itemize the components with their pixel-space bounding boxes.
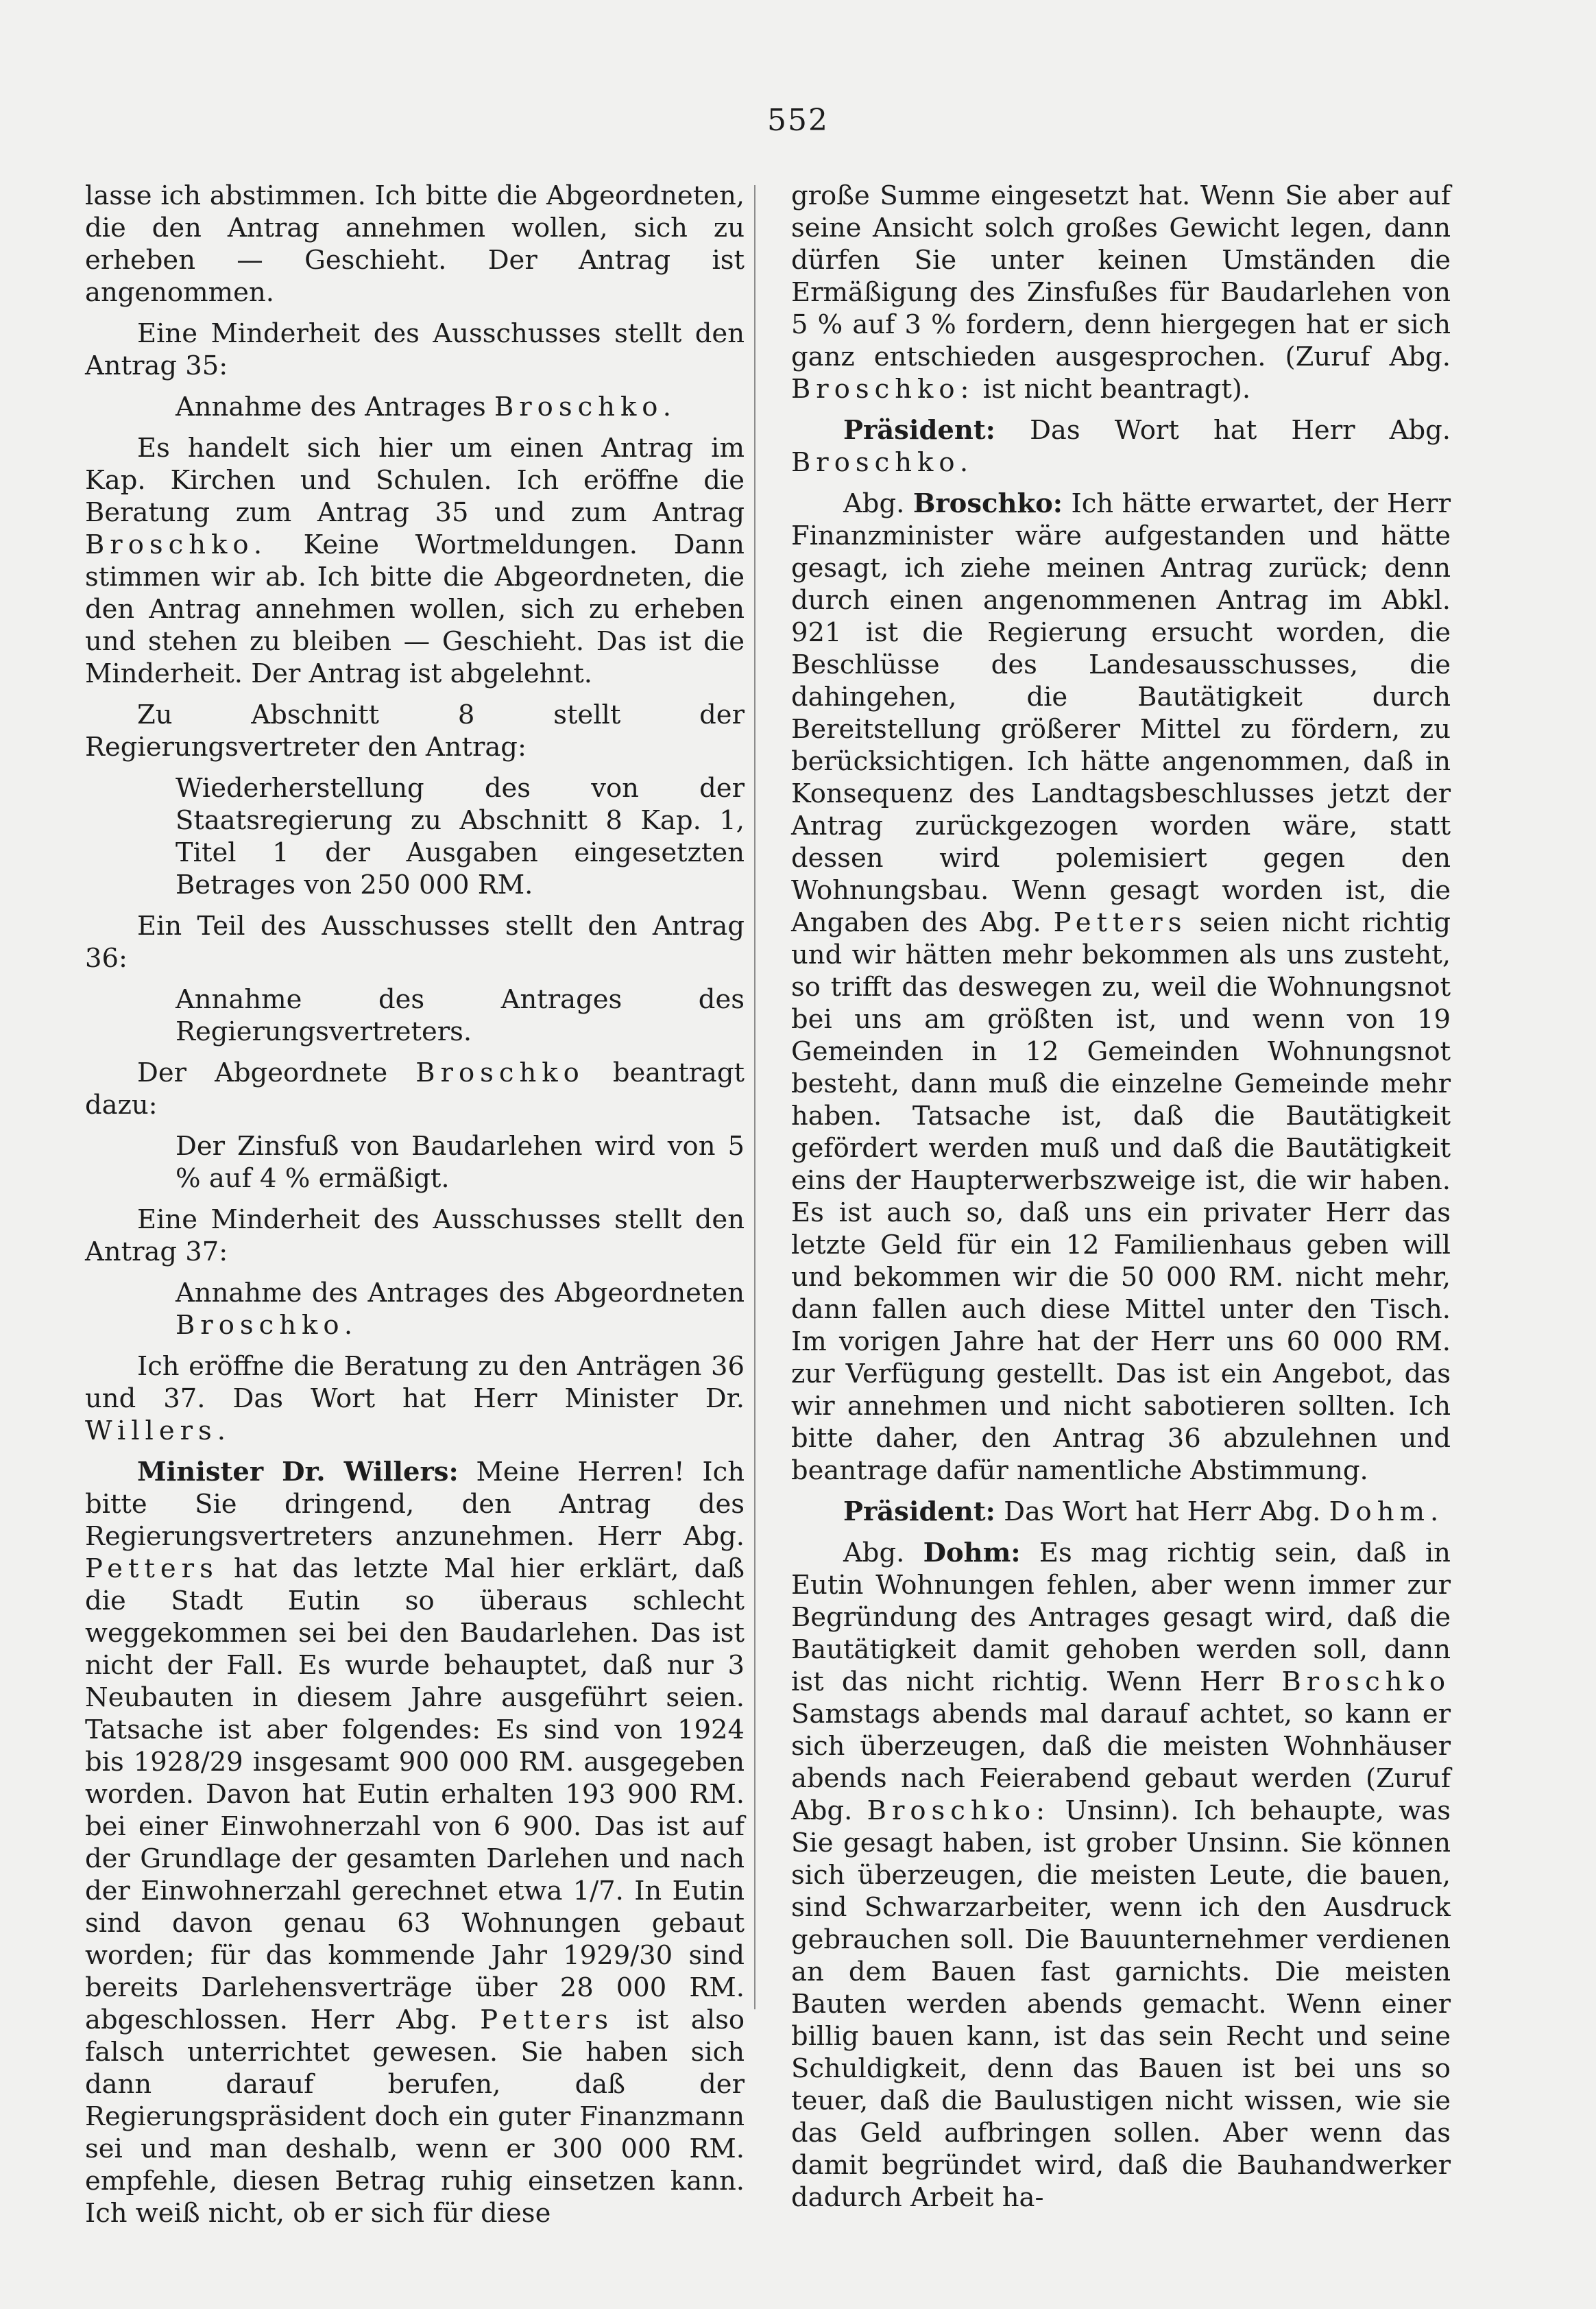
speaker-label: Präsident: — [843, 1496, 995, 1527]
paragraph — [791, 1496, 1451, 1528]
speaker-name: Broschko: — [791, 374, 975, 405]
speaker-name: Dohm. — [1329, 1496, 1444, 1527]
paragraph — [85, 1350, 745, 1447]
paragraph-text: Der Abgeordnete — [137, 1057, 388, 1088]
paragraph — [791, 180, 1451, 405]
speaker-name: Willers. — [85, 1415, 232, 1446]
speaker-name: Broschko — [1281, 1666, 1451, 1697]
speaker-name: Broschko. — [791, 447, 974, 478]
speaker-name: Broschko. — [494, 392, 677, 422]
paragraph-text: Samstags abends mal darauf achtet, so kann er sich überzeugen, daß die meisten Wohnhäuser abends nach Feierabend gebaut werden (Zuruf Abg. — [791, 1699, 1451, 1826]
paragraph-text: Meine Herren! Ich bitte Sie dringend, den Antrag des Regierungsvertreters anzunehmen. Herr Abg. — [85, 1457, 745, 1552]
paragraph-text: Keine Wortmeldungen. Dann stimmen wir ab. Ich bitte die Abgeordneten, die den Antrag annehmen wollen, sich zu erheben und stehen zu bleiben — Geschieht. Das ist die Minderheit. Der Antrag ist abgelehnt. — [85, 529, 745, 689]
quote-text: Annahme des Antrages des Abgeordneten — [176, 1278, 745, 1308]
paragraph-text: Es handelt sich hier um einen Antrag im Kap. Kirchen und Schulen. Ich eröffne die Beratung zum Antrag 35 und zum Antrag — [85, 433, 745, 528]
paragraph — [85, 699, 745, 763]
paragraph — [85, 1456, 745, 2229]
motion-quote — [85, 1130, 745, 1195]
paragraph-text: Ein Teil des Ausschusses stellt den Antrag 36: — [85, 911, 745, 974]
paragraph — [85, 432, 745, 690]
motion-quote — [85, 983, 745, 1048]
paragraph — [85, 1057, 745, 1121]
paragraph-text: Eine Minderheit des Ausschusses stellt den Antrag 35: — [85, 318, 745, 381]
paragraph — [85, 910, 745, 974]
paragraph-text: Es mag richtig sein, daß in Eutin Wohnungen fehlen, aber wenn immer zur Begründung des Antrages gesagt wird, daß die Bautätigkeit damit gehoben werden soll, dann ist das nicht richtig. Wenn Herr — [791, 1538, 1451, 1697]
quote-text: Wiederherstellung des von der Staatsregierung zu Abschnitt 8 Kap. 1, Titel 1 der Ausgaben eingesetzten Betrages von 250 000 RM. — [176, 773, 745, 900]
paragraph-text: Ich hätte erwartet, der Herr Finanzminister wäre aufgestanden und hätte gesagt, ich ziehe meinen Antrag zurück; denn durch einen angenommenen Antrag im Abkl. 921 ist die Regierung ersucht worden, die Beschlüsse des Landesausschusses, die dahingehen, die Bautätigkeit durch Bereitstellung größerer Mittel zu fördern, zu berücksichtigen. Ich hätte angenommen, daß in Konsequenz des Landtagsbeschlusses jetzt der Antrag zurückgezogen worden wäre, statt dessen wird polemisiert gegen den Wohnungsbau. Wenn gesagt worden ist, die Angaben des Abg. — [791, 488, 1451, 938]
speaker-name: Petters — [480, 2005, 614, 2035]
paragraph — [85, 318, 745, 382]
paragraph-text: große Summe eingesetzt hat. Wenn Sie aber auf seine Ansicht solch großes Gewicht legen, dann dürfen Sie unter keinen Umständen die Ermäßigung des Zinsfußes für Baudarlehen von 5 % auf 3 % fordern, denn hiergegen hat er sich ganz entschieden ausgesprochen. (Zuruf Abg. — [791, 180, 1451, 372]
page-number: 552 — [767, 103, 829, 138]
paragraph-text: ist also falsch unterrichtet gewesen. Sie haben sich dann darauf berufen, daß der Regierungspräsident doch ein guter Finanzmann sei und man deshalb, wenn er 300 000 RM. empfehle, diesen Betrag ruhig einsetzen kann. Ich weiß nicht, ob er sich für diese — [85, 2005, 745, 2229]
paragraph-text: hat das letzte Mal hier erklärt, daß die Stadt Eutin so überaus schlecht weggekommen sei bei den Baudarlehen. Das ist nicht der Fall. Es wurde behauptet, daß nur 3 Neubauten in diesem Jahre ausgeführt seien. Tatsache ist aber folgendes: Es sind von 1924 bis 1928/29 insgesamt 900 000 RM. ausgegeben worden. Davon hat Eutin erhalten 193 900 RM. bei einer Einwohnerzahl von 6 900. Das ist auf der Grundlage der gesamten Darlehen und nach der Einwohnerzahl gerechnet etwa 1/7. In Eutin sind davon genau 63 Wohnungen gebaut worden; für das kommende Jahr 1929/30 sind bereits Darlehensverträge über 28 000 RM. abgeschlossen. Herr Abg. — [85, 1553, 745, 2035]
speaker-name: Broschko: — [867, 1795, 1051, 1826]
paragraph-text: ist nicht beantragt). — [982, 374, 1251, 405]
paragraph — [791, 488, 1451, 1487]
speaker-name: Broschko — [415, 1057, 585, 1088]
motion-quote — [85, 391, 745, 423]
motion-quote — [85, 772, 745, 901]
speaker-label: Broschko: — [912, 488, 1063, 519]
column-divider — [754, 185, 755, 2009]
quote-text: Annahme des Antrages des Regierungsvertreters. — [176, 984, 745, 1047]
paragraph-text: Zu Abschnitt 8 stellt der Regierungsvertreter den Antrag: — [85, 699, 745, 763]
paragraph-text: beantragt dazu: — [85, 1057, 745, 1121]
speaker-label: Minister Dr. Willers: — [137, 1457, 459, 1487]
paragraph-text: Abg. — [843, 488, 905, 519]
paragraph-text: Eine Minderheit des Ausschusses stellt den Antrag 37: — [85, 1204, 745, 1267]
speaker-name: Broschko. — [85, 529, 268, 560]
left-column — [85, 180, 745, 2238]
paragraph-text: seien nicht richtig und wir hätten mehr bekommen als uns zusteht, so trifft das deswegen zu, weil die Wohnungsnot bei uns am größten ist, und wenn von 19 Gemeinden in 12 Gemeinden Wohnungsnot besteht, dann muß die einzelne Gemeinde mehr haben. Tatsache ist, daß die Bautätigkeit gefördert werden muß und daß die Bautätigkeit eins der Haupterwerbszweige ist, die wir haben. Es ist auch so, daß uns ein privater Herr das letzte Geld für ein 12 Familienhaus geben will und bekommen wir die 50 000 RM. nicht mehr, dann fallen auch diese Mittel unter den Tisch. Im vorigen Jahre hat der Herr uns 60 000 RM. zur Verfügung gestellt. Das ist ein Angebot, das wir annehmen und nicht sabotieren sollten. Ich bitte daher, den Antrag 36 abzulehnen und beantrage dafür namentliche Abstimmung. — [791, 907, 1451, 1486]
paragraph-text: Unsinn). Ich behaupte, was Sie gesagt haben, ist grober Unsinn. Sie können sich überzeugen, die meisten Leute, die bauen, sind Schwarzarbeiter, wenn ich den Ausdruck gebrauchen soll. Die Bauunternehmer verdienen an dem Bauen fast garnichts. Die meisten Bauten werden abends gemacht. Wenn einer billig bauen kann, ist das sein Recht und seine Schuldigkeit, denn das Bauen ist bei uns so teuer, daß die Baulustigen nicht wissen, wie sie das Geld aufbringen sollen. Aber wenn das damit begründet wird, daß die Bauhandwerker dadurch Arbeit ha- — [791, 1795, 1451, 2213]
paragraph — [85, 1204, 745, 1268]
quote-text: Der Zinsfuß von Baudarlehen wird von 5 % auf 4 % ermäßigt. — [176, 1131, 745, 1194]
speaker-label: Dohm: — [923, 1538, 1021, 1568]
motion-quote — [85, 1277, 745, 1341]
right-column — [791, 180, 1451, 2223]
quote-text: Annahme des Antrages — [176, 392, 486, 422]
paragraph-text: Das Wort hat Herr Abg. — [1030, 415, 1451, 446]
speaker-name: Petters — [85, 1553, 219, 1584]
paragraph — [85, 180, 745, 309]
speaker-name: Broschko. — [176, 1310, 359, 1341]
paragraph — [791, 414, 1451, 479]
paragraph-text: Abg. — [843, 1538, 905, 1568]
paragraph-text: lasse ich abstimmen. Ich bitte die Abgeordneten, die den Antrag annehmen wollen, sich zu erheben — Geschieht. Der Antrag ist angenommen. — [85, 180, 745, 308]
paragraph — [791, 1537, 1451, 2214]
speaker-label: Präsident: — [843, 415, 995, 446]
paragraph-text: Ich eröffne die Beratung zu den Anträgen 36 und 37. Das Wort hat Herr Minister Dr. — [85, 1351, 745, 1414]
paragraph-text: Das Wort hat Herr Abg. — [1004, 1496, 1321, 1527]
speaker-name: Petters — [1053, 907, 1187, 938]
